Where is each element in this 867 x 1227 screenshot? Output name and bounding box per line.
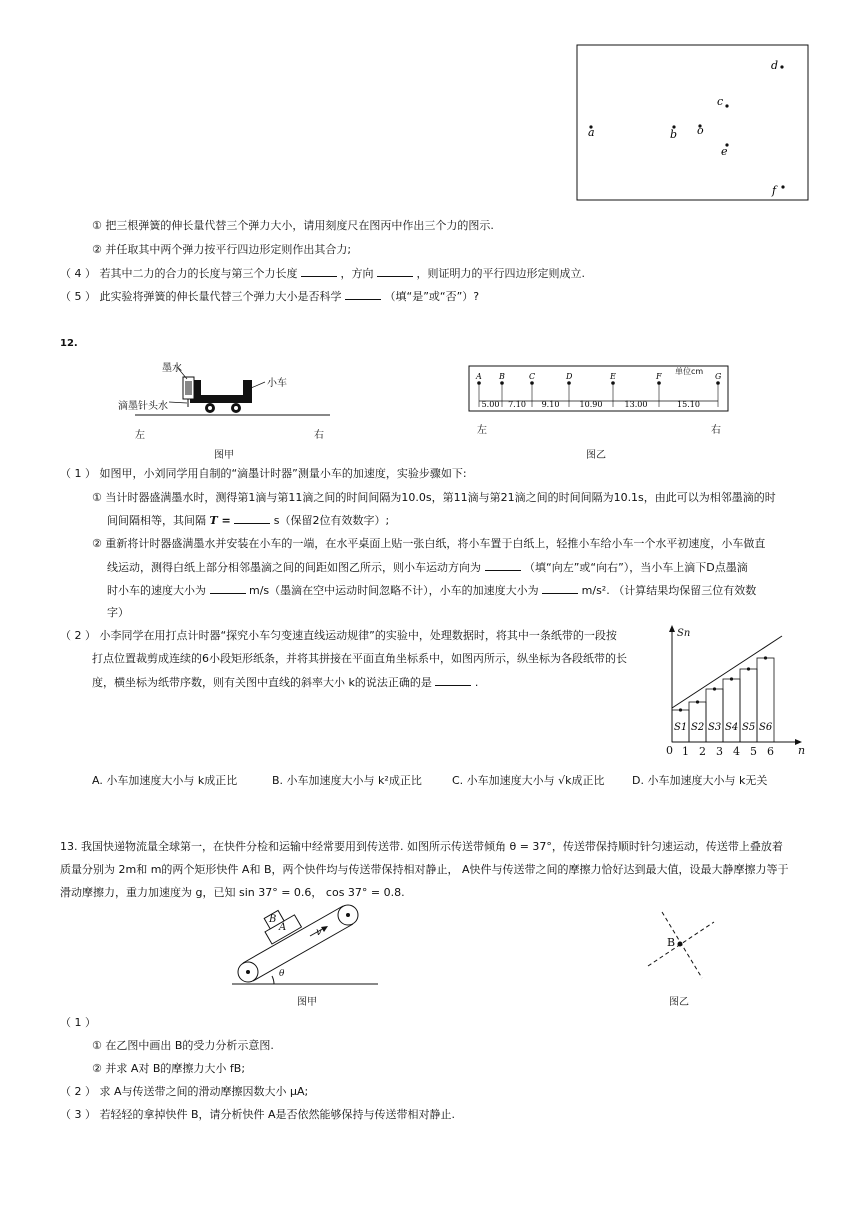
caption-q13-b: 图乙: [669, 997, 689, 1008]
tape-point-label: B: [499, 372, 505, 381]
graph-tick-label: 6: [767, 745, 774, 758]
caption-fig-a: 图甲: [214, 450, 234, 461]
q13-line2: 质量分别为 2m和 m的两个矩形快件 A和 B，两个快件均与传送带保持相对静止， A快件与传送带之间的摩擦力恰好达到最大值，设最大静摩擦力等于: [60, 863, 789, 876]
q12-option-c[interactable]: C. 小车加速度大小与 √k成正比: [452, 774, 605, 787]
q12-p1-intro: （ 1 ） 如图甲，小刘同学用自制的“滴墨计时器”测量小车的加速度，实验步骤如下:: [60, 467, 467, 480]
strip-dot: [679, 708, 682, 711]
answer-blank[interactable]: [485, 560, 521, 571]
q12-p1-s2g: 字）: [107, 606, 129, 619]
strip-label: S1: [674, 722, 688, 733]
q12-p1-s2e-text: m/s（墨滴在空中运动时间忽略不计），小车的加速度大小为: [249, 584, 539, 597]
q13-p2: （ 2 ） 求 A与传送带之间的滑动摩擦因数大小 μA;: [60, 1085, 309, 1098]
q12-p1-s2f-text: m/s². （计算结果均保留三位有效数: [581, 584, 757, 597]
tape-point-label: G: [715, 372, 722, 381]
graph-tick-label: 2: [699, 745, 706, 758]
tape-point-label: E: [610, 372, 616, 381]
q13-conveyor-figure: [228, 900, 388, 990]
q12-p1-s1b: [107, 513, 389, 528]
tape-unit: 单位cm: [675, 367, 704, 376]
velocity-label: v: [316, 927, 322, 938]
q12-option-a[interactable]: A. 小车加速度大小与 k成正比: [92, 774, 238, 787]
label-ink: 墨水: [162, 363, 182, 374]
label-cart: 小车: [267, 378, 287, 389]
q12-p1-s1a: ① 当计时器盛满墨水时，测得第1滴与第11滴之间的时间间隔为10.0s，第11滴与第21滴之间的时间间隔为10.1s，由此可以为相邻墨滴的时: [92, 491, 776, 504]
strip-label: S4: [725, 722, 739, 733]
block-b-label: B: [269, 914, 277, 925]
q13-line1: 13. 我国快递物流量全球第一，在快件分检和运输中经常要用到传送带. 如图所示传送带倾角 θ = 37°，传送带保持顺时针匀速运动，传送带上叠放着: [60, 840, 783, 853]
caption-q13-a: 图甲: [297, 997, 317, 1008]
graph-tick-label: 4: [733, 745, 740, 758]
tape-distance: 10.90: [579, 400, 603, 409]
q11-part5-text-a: （ 5 ） 此实验将弹簧的伸长量代替三个弹力大小是否科学: [60, 290, 342, 303]
q13-p1: （ 1 ）: [60, 1016, 96, 1029]
graph-ylabel: Sn: [677, 628, 691, 639]
q11-step1: ① 把三根弹簧的伸长量代替三个弹力大小，请用刻度尺在图丙中作出三个力的图示.: [92, 219, 494, 232]
tape-point-label: D: [566, 372, 573, 381]
tape-point-label: A: [476, 372, 482, 381]
q12-p2c-text: 度，横坐标为纸带序数，则有关图中直线的斜率大小 k的说法正确的是: [92, 676, 432, 689]
tape-distance: 9.10: [541, 400, 560, 409]
tape-distance: 7.10: [508, 400, 526, 409]
strip-rect: [706, 689, 723, 742]
q12-p1-s1c-text: s（保留2位有效数字）;: [273, 514, 390, 527]
q12-p1-s2b: [107, 560, 748, 575]
strip-dot: [730, 677, 733, 680]
point-e: e: [721, 145, 728, 158]
q12-p1-s1b-text: 间间隔相等，其间隔: [107, 514, 206, 527]
tape-distance: 13.00: [624, 400, 648, 409]
label-right: 右: [314, 430, 324, 441]
q12-p1-s2c-text: （填“向左”或“向右”），当小车上滴下D点墨滴: [524, 561, 748, 574]
point-a: a: [588, 126, 595, 139]
q13-p1-s1: ① 在乙图中画出 B的受力分析示意图.: [92, 1039, 274, 1052]
strip-label: S3: [708, 722, 722, 733]
q12-number: 12.: [60, 338, 78, 349]
label-needle: 滴墨针头水: [118, 401, 168, 412]
q11-part4-text-b: ，方向: [340, 267, 374, 280]
point-b-label: B: [667, 936, 676, 949]
graph-tick-label: 5: [750, 745, 757, 758]
q11-step2: ② 并任取其中两个弹力按平行四边形定则作出其合力;: [92, 243, 352, 256]
q12-option-b[interactable]: B. 小车加速度大小与 k²成正比: [272, 774, 422, 787]
caption-fig-b: 图乙: [586, 450, 606, 461]
q12-p1-s2d-text: 时小车的速度大小为: [107, 584, 206, 597]
strip-dot: [764, 656, 767, 659]
q12-p1-s2a: ② 重新将计时器盛满墨水并安装在小车的一端，在水平桌面上贴一张白纸，将小车置于白纸上，轻推小车给小车一个水平初速度，小车做直: [92, 537, 766, 550]
q13-force-figure: [640, 908, 720, 980]
tape-point-label: C: [529, 372, 536, 381]
q13-p1-s2: ② 并求 A对 B的摩擦力大小 fB;: [92, 1062, 246, 1075]
answer-blank[interactable]: [210, 583, 246, 594]
theta-label: θ: [279, 969, 285, 979]
q11-part4-text-a: （ 4 ） 若其中二力的合力的长度与第三个力长度: [60, 267, 298, 280]
label-left: 左: [135, 430, 145, 441]
point-f: f: [772, 184, 777, 197]
strip-dot: [713, 687, 716, 690]
q12-option-d[interactable]: D. 小车加速度大小与 k无关: [632, 774, 768, 787]
q12-p1-s2d: [107, 583, 756, 598]
strip-dot: [696, 700, 699, 703]
tape-left: 左: [477, 425, 487, 436]
q11-part4: [60, 266, 585, 281]
q12-strip-graph: [660, 622, 810, 762]
q11-point-figure: [576, 44, 810, 202]
tape-distance: 15.10: [677, 400, 700, 409]
q13-p3: （ 3 ） 若轻轻的拿掉快件 B，请分析快件 A是否依然能够保持与传送带相对静止.: [60, 1108, 456, 1121]
q13-line3: 滑动摩擦力，重力加速度为 g，已知 sin 37° = 0.6， cos 37° = 0.8.: [60, 886, 405, 899]
q12-p1-s2b-text: 线运动，测得白纸上部分相邻墨滴之间的间距如图乙所示，则小车运动方向为: [107, 561, 481, 574]
q12-p2a: （ 2 ） 小李同学在用打点计时器“探究小车匀变速直线运动规律”的实验中，处理数据时，将其中一条纸带的一段按: [60, 629, 617, 642]
strip-label: S5: [742, 722, 756, 733]
q12-p1-T: T =: [209, 514, 231, 527]
tape-right: 右: [711, 425, 721, 436]
q12-p2b: 打点位置裁剪成连续的6小段矩形纸条，并将其拼接在平面直角坐标系中，如图丙所示，纵坐标为各段纸带的长: [92, 652, 627, 665]
tape-point-label: F: [656, 372, 662, 381]
answer-blank[interactable]: [301, 266, 337, 277]
graph-xlabel: n: [798, 744, 806, 757]
block-a-label: A: [279, 922, 287, 933]
point-c: c: [717, 95, 724, 108]
q11-part5-text-b: （填“是”或“否”）?: [384, 290, 480, 303]
graph-tick-label: 3: [716, 745, 723, 758]
q11-part4-text-c: ，则证明力的平行四边形定则成立.: [416, 267, 585, 280]
point-d: d: [771, 59, 779, 72]
graph-tick-label: 1: [682, 745, 689, 758]
point-b: b: [670, 128, 678, 141]
strip-label: S2: [691, 722, 705, 733]
tape-distance: 5.00: [481, 400, 500, 409]
strip-label: S6: [759, 722, 773, 733]
point-o: o: [697, 124, 704, 137]
graph-origin: 0: [666, 744, 673, 757]
strip-dot: [747, 667, 750, 670]
answer-blank[interactable]: [377, 266, 413, 277]
q11-part5: [60, 289, 479, 304]
answer-blank[interactable]: [435, 675, 471, 686]
answer-blank[interactable]: [542, 583, 578, 594]
answer-blank[interactable]: [345, 289, 381, 300]
answer-blank[interactable]: [234, 513, 270, 524]
q12-p2c: 度，横坐标为纸带序数，则有关图中直线的斜率大小 k的说法正确的是 .: [92, 676, 479, 689]
